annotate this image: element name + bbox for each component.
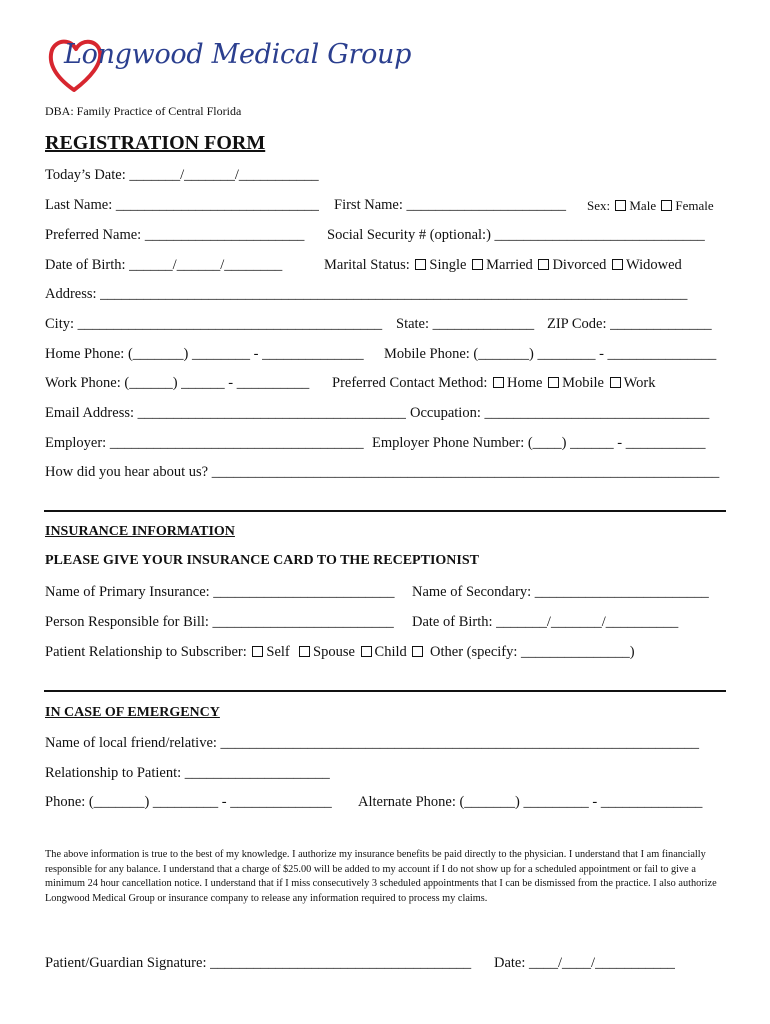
address-field[interactable]: Address: _________________________________________________________________________________ bbox=[45, 286, 688, 302]
marital-status-label: Marital Status: bbox=[324, 257, 410, 273]
section-divider bbox=[44, 690, 726, 692]
preferred-name-field[interactable]: Preferred Name: ______________________ bbox=[45, 227, 305, 243]
divorced-checkbox[interactable] bbox=[538, 259, 549, 270]
single-checkbox[interactable] bbox=[415, 259, 426, 270]
contact-work-checkbox[interactable] bbox=[610, 377, 621, 388]
dob-field[interactable]: Date of Birth: ______/______/________ bbox=[45, 257, 283, 273]
male-label: Male bbox=[629, 198, 657, 213]
first-name-field[interactable]: First Name: ______________________ bbox=[334, 197, 566, 213]
child-checkbox[interactable] bbox=[361, 646, 372, 657]
other-checkbox[interactable] bbox=[412, 646, 423, 657]
home-phone-field[interactable]: Home Phone: (_______) ________ - ______________ bbox=[45, 346, 364, 362]
female-checkbox[interactable] bbox=[661, 200, 672, 211]
todays-date-field[interactable]: Today’s Date: _______/_______/___________ bbox=[45, 167, 319, 183]
employer-phone-field[interactable]: Employer Phone Number: (____) ______ - ___________ bbox=[372, 435, 706, 451]
relationship-label: Patient Relationship to Subscriber: bbox=[45, 644, 247, 660]
secondary-insurance-field[interactable]: Name of Secondary: ________________________ bbox=[412, 584, 709, 600]
widowed-label: Widowed bbox=[626, 257, 682, 273]
widowed-checkbox[interactable] bbox=[612, 259, 623, 270]
email-field[interactable]: Email Address: _____________________________________ bbox=[45, 405, 406, 421]
contact-home-checkbox[interactable] bbox=[493, 377, 504, 388]
ssn-field[interactable]: Social Security # (optional:) _____________________________ bbox=[327, 227, 705, 243]
self-checkbox[interactable] bbox=[252, 646, 263, 657]
primary-insurance-field[interactable]: Name of Primary Insurance: _________________________ bbox=[45, 584, 395, 600]
contact-work-label: Work bbox=[623, 375, 656, 391]
zip-field[interactable]: ZIP Code: ______________ bbox=[547, 316, 712, 332]
work-phone-field[interactable]: Work Phone: (______) ______ - __________ bbox=[45, 375, 310, 391]
spouse-checkbox[interactable] bbox=[299, 646, 310, 657]
sex-label: Sex: bbox=[587, 198, 611, 213]
mobile-phone-field[interactable]: Mobile Phone: (_______) ________ - _______________ bbox=[384, 346, 717, 362]
section-divider bbox=[44, 510, 726, 512]
disclaimer-paragraph: The above information is true to the best of my knowledge. I authorize my insurance benefits be paid directly to the physician. I understand that I am financially responsible for any balance. I understand that a charge of $25.00 will be added to my account if I do not show up for a scheduled appointment or fail to give a minimum 24 hour cancellation notice. I understand that if I miss consecutively 3 scheduled appointments that I can be dismissed from the practice. I also authorize Longwood Medical Group or insurance company to release any information required to process my claims. bbox=[45, 849, 717, 904]
signature-field[interactable]: Patient/Guardian Signature: ____________________________________ bbox=[45, 955, 472, 971]
emergency-alt-phone-field[interactable]: Alternate Phone: (_______) _________ - ______________ bbox=[358, 794, 703, 810]
female-label: Female bbox=[675, 198, 714, 213]
spouse-label: Spouse bbox=[313, 644, 355, 660]
form-title: REGISTRATION FORM bbox=[45, 132, 266, 154]
preferred-contact-label: Preferred Contact Method: bbox=[332, 375, 488, 391]
emergency-phone-field[interactable]: Phone: (_______) _________ - ______________ bbox=[45, 794, 332, 810]
child-label: Child bbox=[374, 644, 407, 660]
dba-line: DBA: Family Practice of Central Florida bbox=[45, 104, 242, 118]
contact-mobile-checkbox[interactable] bbox=[548, 377, 559, 388]
occupation-field[interactable]: Occupation: _______________________________ bbox=[410, 405, 710, 421]
insurance-heading: INSURANCE INFORMATION bbox=[45, 524, 235, 539]
signature-date-field[interactable]: Date: ____/____/___________ bbox=[494, 955, 675, 971]
married-checkbox[interactable] bbox=[472, 259, 483, 270]
insurance-dob-field[interactable]: Date of Birth: _______/_______/__________ bbox=[412, 614, 679, 630]
employer-field[interactable]: Employer: ___________________________________ bbox=[45, 435, 364, 451]
emergency-name-field[interactable]: Name of local friend/relative: __________________________________________________________________ bbox=[45, 735, 700, 751]
contact-mobile-label: Mobile bbox=[562, 375, 604, 391]
responsible-person-field[interactable]: Person Responsible for Bill: _________________________ bbox=[45, 614, 394, 630]
male-checkbox[interactable] bbox=[615, 200, 626, 211]
other-field[interactable]: Other (specify: _______________) bbox=[430, 644, 635, 660]
last-name-field[interactable]: Last Name: ____________________________ bbox=[45, 197, 319, 213]
divorced-label: Divorced bbox=[552, 257, 607, 273]
insurance-subheading: PLEASE GIVE YOUR INSURANCE CARD TO THE RECEPTIONIST bbox=[45, 553, 479, 568]
logo-text: Longwood Medical Group bbox=[64, 39, 412, 70]
emergency-relationship-field[interactable]: Relationship to Patient: ____________________ bbox=[45, 765, 330, 781]
heard-about-field[interactable]: How did you hear about us? ______________________________________________________________________ bbox=[45, 464, 720, 480]
city-field[interactable]: City: __________________________________________ bbox=[45, 316, 383, 332]
married-label: Married bbox=[486, 257, 533, 273]
self-label: Self bbox=[266, 644, 290, 660]
state-field[interactable]: State: ______________ bbox=[396, 316, 535, 332]
emergency-heading: IN CASE OF EMERGENCY bbox=[45, 705, 220, 720]
contact-home-label: Home bbox=[507, 375, 543, 391]
single-label: Single bbox=[429, 257, 467, 273]
